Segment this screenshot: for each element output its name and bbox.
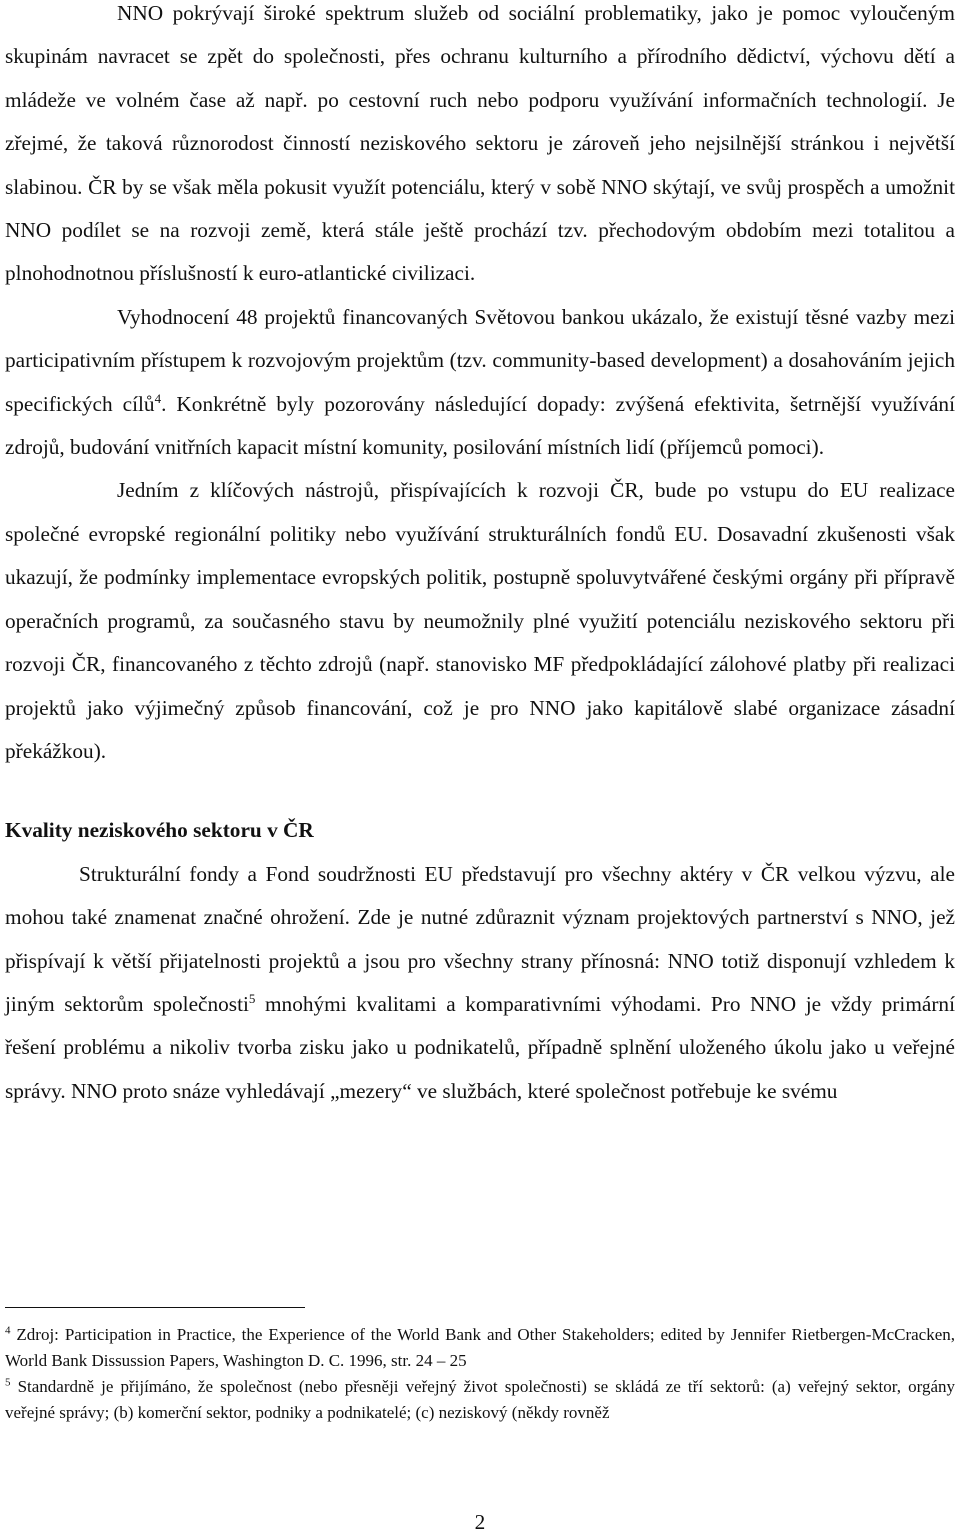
footnote-5 [5,1374,955,1426]
paragraph-world-bank-evaluation [5,296,955,470]
paragraph-text: . Konkrétně byly pozorovány následující dopady: zvýšená efektivita, šetrnější využívání zdrojů, budování vnitřních kapacit místní komunity, posilování místních lidí (příjemců pomoci). [5,391,955,460]
footnote-mark: 4 [5,1324,11,1337]
footnote-text: Zdroj: Participation in Practice, the Experience of the World Bank and Other Stakeholders; edited by Jennifer Rietbergen-McCracken, World Bank Dissussion Papers, Washington D. C. 1996, str. 24 – 25 [5,1325,955,1370]
paragraph-text: mnohými kvalitami a komparativními výhodami. Pro NNO je vždy primární řešení problému a nikoliv tvorba zisku jako u podnikatelů, případně splnění uloženého úkolu jako u veřejné správy. NNO proto snáze vyhledávají „mezery“ ve službách, které společnost potřebuje ke svému [5,991,955,1103]
footnote-separator [5,1307,305,1308]
footnotes [5,1322,955,1426]
document-page [5,0,955,1113]
footnote-reference: 5 [248,990,256,1006]
paragraph-text: Strukturální fondy a Fond soudržnosti EU představují pro všechny aktéry v ČR velkou výzvu, ale mohou také znamenat značné ohrožení. Zde je nutné zdůraznit význam projektových partnerství s NNO, jež přispívají k větší přijatelnosti projektů a jsou pro všechny strany přínosná: NNO totiž disponují vzhledem k jiným sektorům společnosti [5,861,955,1016]
page-number: 2 [474,1510,486,1534]
footnote-mark: 5 [5,1376,11,1389]
paragraph-text: Vyhodnocení 48 projektů financovaných Světovou bankou ukázalo, že existují těsné vazby mezi participativním přístupem k rozvojovým projektům (tzv. community-based development) a dosahováním jejich specifických cílů [5,304,955,416]
paragraph-structural-funds [5,853,955,1113]
footnote-text: Standardně je přijímáno, že společnost (nebo přesněji veřejný život společnosti) se skládá ze tří sektorů: (a) veřejný sektor, orgány veřejné správy; (b) komerční sektor, podniky a podnikatelé; (c) neziskový (někdy rovněž [5,1377,955,1422]
footnote-reference: 4 [154,390,162,406]
section-heading: Kvality neziskového sektoru v ČR [5,818,314,843]
paragraph-eu-regional-policy: Jedním z klíčových nástrojů, přispívajících k rozvoji ČR, bude po vstupu do EU realizace společné evropské regionální politiky nebo využívání strukturálních fondů EU. Dosavadní zkušenosti však ukazují, že podmínky implementace evropských politik, postupně spoluvytvářené českými orgány při přípravě operačních programů, za současného stavu by neumožnily plné využití potenciálu neziskového sektoru při rozvoji ČR, financovaného z těchto zdrojů (např. stanovisko MF předpokládající zálohové platby při realizaci projektů jako výjimečný způsob financování, což je pro NNO jako kapitálově slabé organizace zásadní překážkou). [5,478,955,763]
paragraph-nno-spectrum: NNO pokrývají široké spektrum služeb od sociální problematiky, jako je pomoc vyloučeným skupinám navracet se zpět do společnosti, přes ochranu kulturního a přírodního dědictví, výchovu dětí a mládeže ve volném čase až např. po cestovní ruch nebo podporu využívání informačních technologií. Je zřejmé, že taková různorodost činností neziskového sektoru je zároveň jeho nejsilnější stránkou i největší slabinou. ČR by se však měla pokusit využít potenciálu, který v sobě NNO skýtají, ve svůj prospěch a umožnit NNO podílet se na rozvoji země, která stále ještě prochází tzv. přechodovým obdobím mezi totalitou a plnohodnotnou příslušností k euro-atlantické civilizaci. [5,1,955,286]
footnote-4 [5,1322,955,1374]
